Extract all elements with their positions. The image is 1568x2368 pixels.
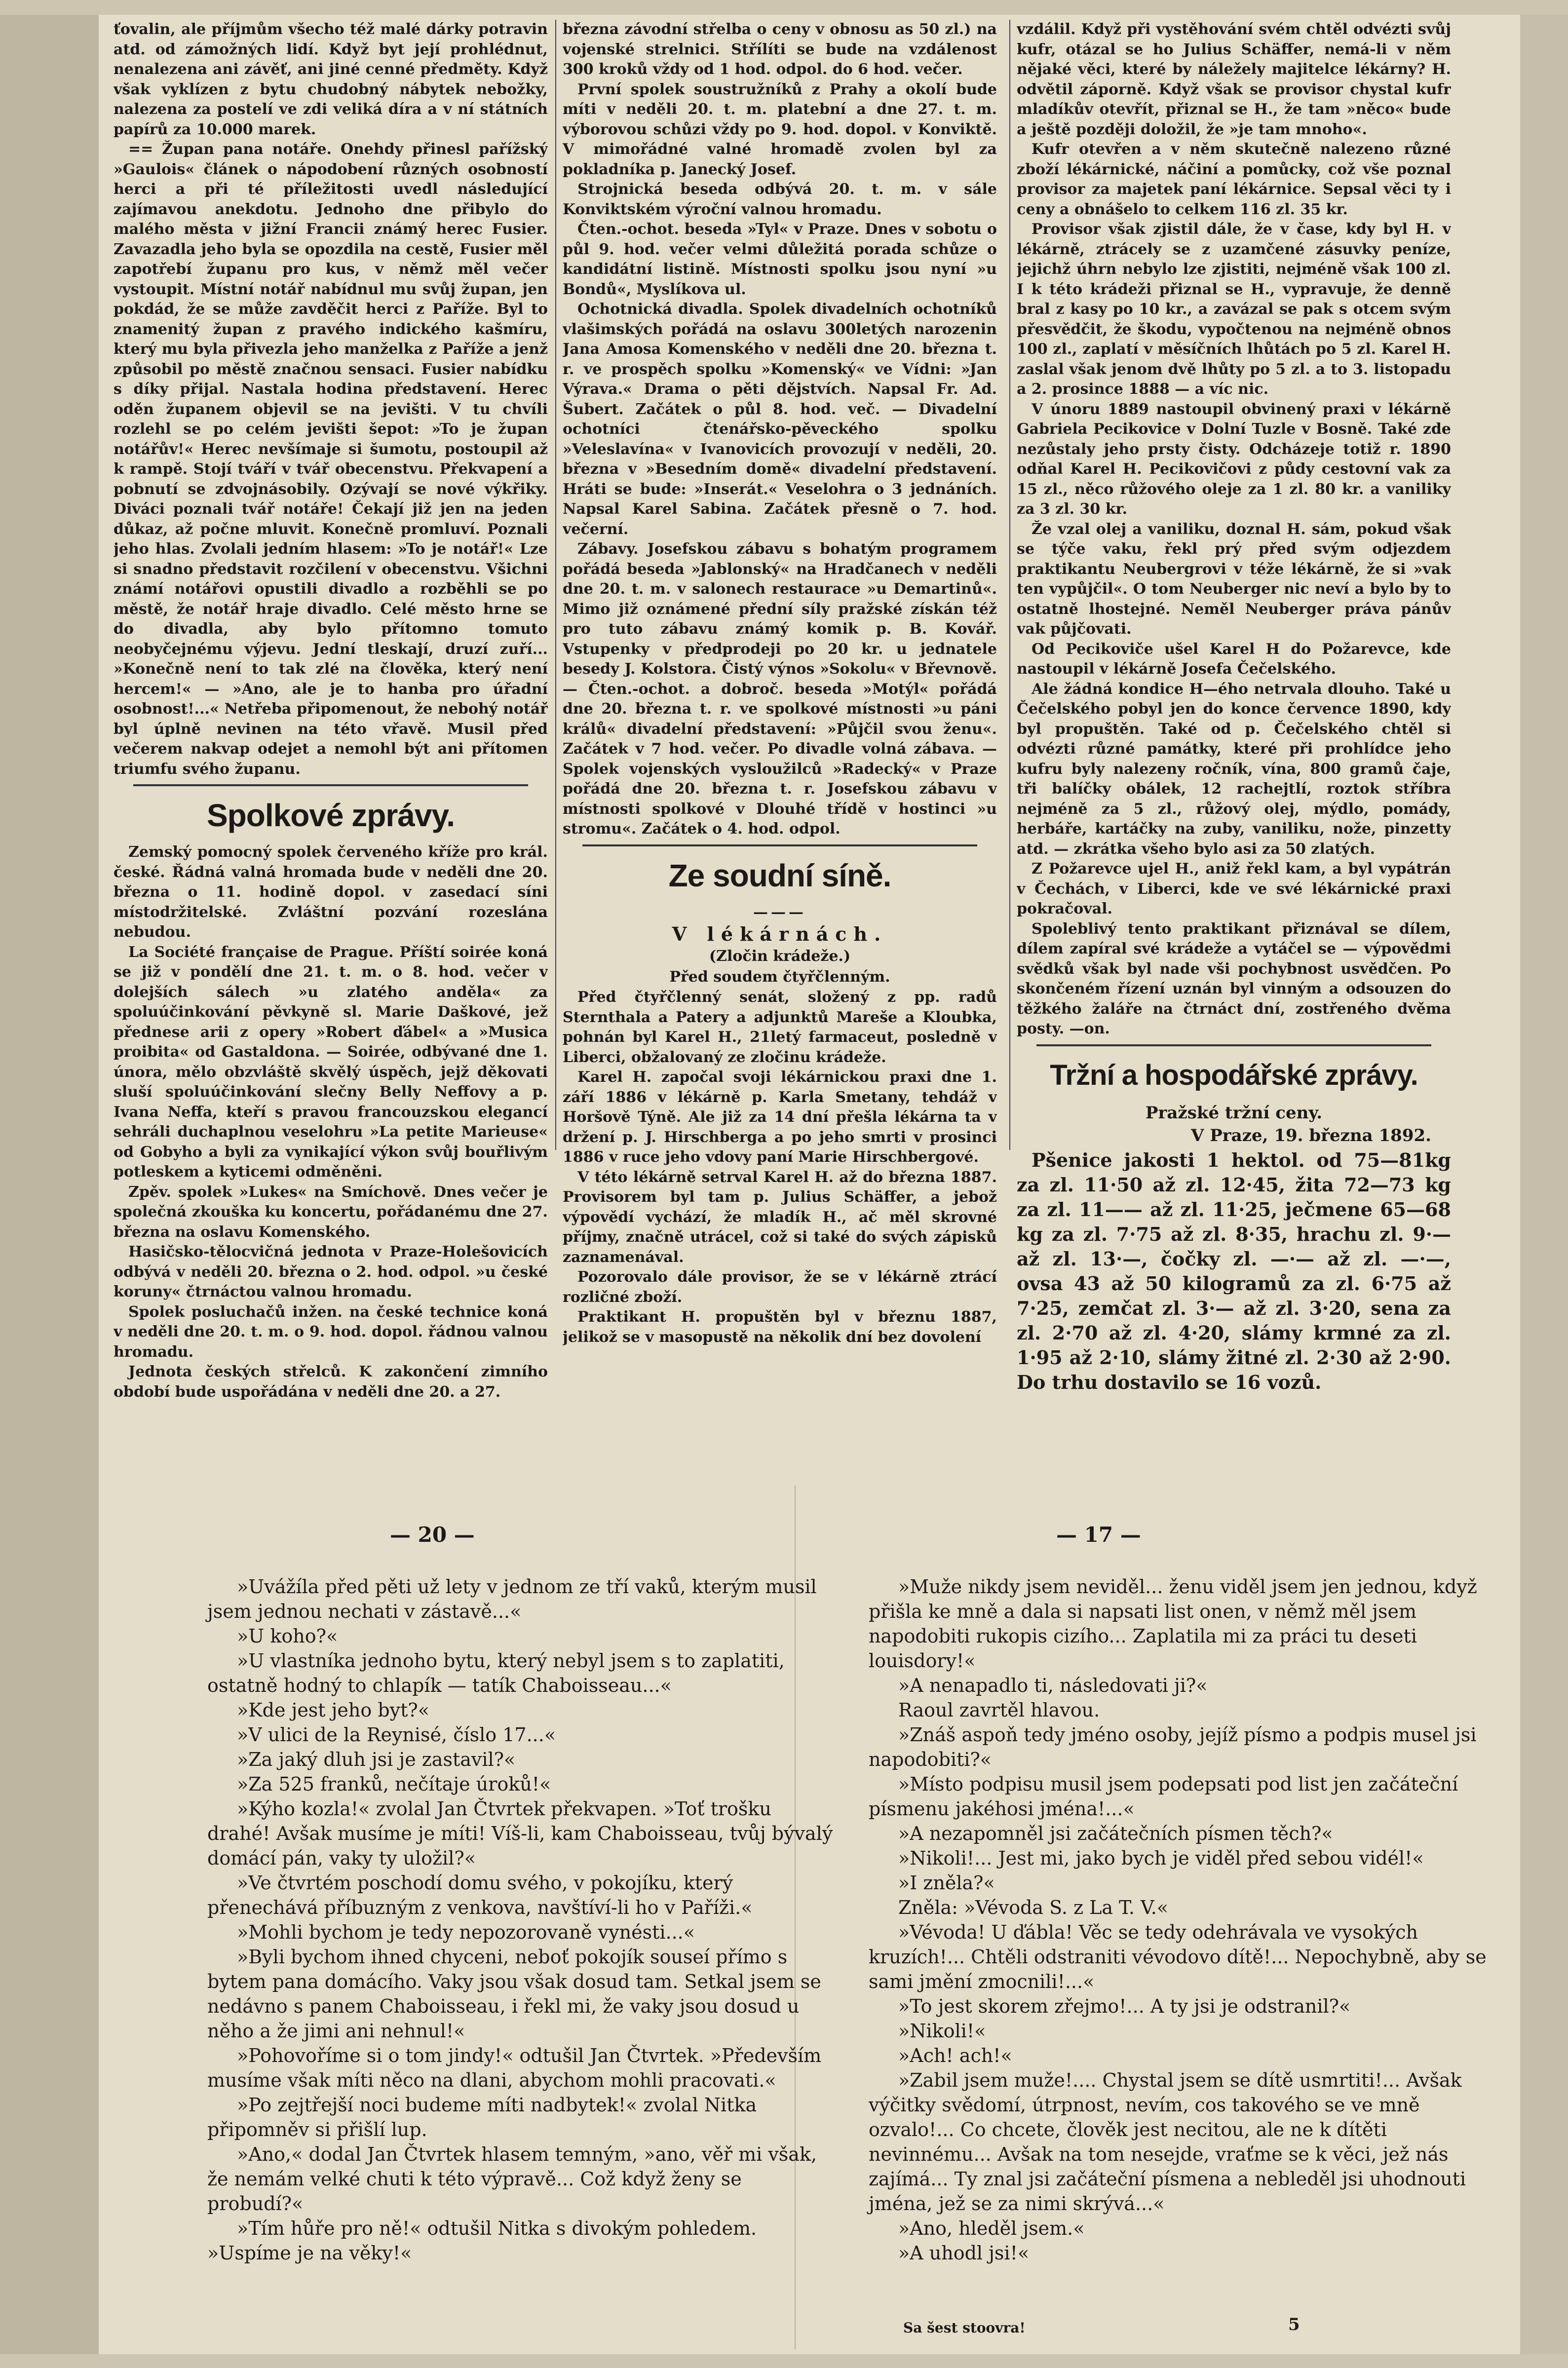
trial-paragraph: Provisor však zjistil dále, že v čase, kdy byl H. v lékárně, ztrácely se z uzamčené zásuvky peníze, jejichž úhrn nebylo lze zjistiti, nejméně však 100 zl. I k této krádeži přiznal se H., vypravuje, že denně bral z kasy po 10 kr., a zavázal se pak s otcem svým přesvědčit, že škodu, vypočtenou na nejméně obnos 100 zl., zaplatí v měsíčních lhůtách po 5 zl. Karel H. zaslal však jenom dvě lhůty po 5 zl. a to 3. listopadu a 2. prosince 1888 — a víc nic. — [1017, 221, 1451, 398]
section-rule — [1036, 1044, 1431, 1046]
book-paragraph: »Muže nikdy jsem neviděl... ženu viděl jsem jen jednou, když přišla ke mně a dala si napsati list onen, v němž měl jsem napodobiti rukopis cizího... Zaplatila mi za práci tu deseti louisdory!« — [869, 1576, 1477, 1672]
section-rule — [133, 784, 528, 786]
news-item: Spolek posluchačů inžen. na české technice koná v neděli dne 20. t. m. o 9. hod. dopol. řádnou valnou hromadu. — [114, 1303, 548, 1361]
market-date: V Praze, 19. března 1892. — [1190, 1125, 1431, 1146]
subheading-trzni-ceny: Pražské tržní ceny. — [1145, 1103, 1323, 1123]
trial-paragraph: Spoleblivý tento praktikant přiznával se dílem, dílem zapíral své krádeže a vytáčel se — výpovědmi svědků však byl nade vši pochybnost usvědčen. Po skončeném řízení uznán byl vinným a odsouzen do těžkého žaláře na čtrnáct dní, zostřeného dvěma posty. —on. — [1017, 920, 1451, 1037]
book-paragraph: »Nikoli!« — [898, 2020, 986, 2042]
book-paragraph: »Znáš aspoň tedy jméno osoby, jejíž písmo a podpis musel jsi napodobiti?« — [869, 1724, 1477, 1770]
left-page-edge — [0, 15, 99, 2354]
subheading-zlocin: (Zločin krádeže.) — [709, 948, 851, 965]
news-item: Čten.-ochot. beseda »Tyl« v Praze. Dnes v sobotu o půl 9. hod. večer velmi důležitá porada schůze o kandidátní listině. Místnosti spolku jsou nyní »u Bondů«, Myslíkova ul. — [563, 221, 997, 298]
book-paragraph: »A nezapomněl jsi začátečních písmen těch?« — [898, 1823, 1333, 1844]
news-item: La Société française de Prague. Příští soirée koná se již v pondělí dne 21. t. m. o 8. hod. večer v dolejších sálech »u zlatého anděla« za spoluúčinkování pěvkyně sl. Marie Daškové, jež přednese arii z opery »Robert ďábel« a »Musica proibita« od Gastaldona. — Soirée, odbývané dne 1. února, mělo obzvláště skvělý úspěch, jejž děkovati sluší spoluúčinkování slečny Belly Neffovy a p. Ivana Neffa, kteří s pravou francouzskou elegancí sehráli duchaplnou veselohru »La petite Marieuse« od Gobyho a byli za vynikající výkon svůj bouřlivým potleskem a kyticemi odměněni. — [114, 943, 548, 1181]
book-paragraph: Raoul zavrtěl hlavou. — [898, 1699, 1100, 1721]
heading-trzni-zpravy: Tržní a hospodářské zprávy. — [1050, 1059, 1418, 1091]
trial-paragraph: Že vzal olej a vaniliku, doznal H. sám, pokud však se týče vaku, řekl prý před svým odjezdem praktikantu Neubergrovi v téže lékárně, že si »vak ten vypůjčil«. O tom Neuberger nic neví a bylo by to ostatně lhostejné. Neměl Neuberger práva pánův vak půjčovati. — [1017, 520, 1451, 638]
book-paragraph: »Za 525 franků, nečítaje úroků!« — [237, 1773, 551, 1795]
book-paragraph: »A nenapadlo ti, následovati ji?« — [898, 1675, 1208, 1696]
trial-paragraph: Kufr otevřen a v něm skutečně nalezeno různé zboží lékárnické, náčiní a pomůcky, což vše poznal provisor za majetek paní lékárnice. Sepsal věci ty i ceny a obnášelo to celkem 116 zl. 35 kr. — [1017, 141, 1451, 218]
article-intro: ťovalin, ale příjmům všecho též malé dárky potravin atd. od zámožných lidí. Když byt její prohlédnut, nenalezena ani závěť, ani jiné cenné předměty. Když však vyklízen z bytu chudobný nábytek nebožky, nalezena za postelí ve zdi veliká díra a v ní státních papírů za 10.000 marek. — [114, 21, 548, 138]
book-paragraph: »Ano, hleděl jsem.« — [898, 2217, 1085, 2239]
book-paragraph: »Po zejtřejší noci budeme míti nadbytek!« zvolal Nitka připomněv si přišlí lup. — [207, 2094, 757, 2140]
page-number-left: — 20 — — [390, 1523, 475, 1547]
book-paragraph: »Vévoda! U ďábla! Věc se tedy odehrávala ve vysokých kruzích!... Chtěli odstraniti vévodovo dítě!... Nepochybně, aby se sami jmění zmocnili!...« — [869, 1921, 1487, 1992]
trial-paragraph: Pozorovalo dále provisor, že se v lékárně ztrácí rozličné zboží. — [563, 1268, 997, 1306]
news-item: Zemský pomocný spolek červeného kříže pro král. české. Řádná valná hromada bude v neděli dne 20. března o 11. hodině dopol. v zasedací síni místodržitelské. Zvláštní pozvání rozeslána nebudou. — [114, 843, 548, 941]
book-paragraph: »Místo podpisu musil jsem podepsati pod list jen začáteční písmenu jakéhosi jména!...« — [869, 1773, 1458, 1820]
trial-paragraph: Karel H. započal svoji lékárnickou praxi dne 1. září 1886 v lékárně p. Karla Smetany, tehdáž v Horšově Týně. Ale již za 14 dní přešla lékárna ta v držení p. J. Hirschberga a po jeho smrti v prosinci 1886 v ruce jeho vdovy paní Marie Hirschbergové. — [563, 1069, 997, 1166]
news-item: Jednota českých střelců. K zakončení zimního období bude uspořádána v neděli dne 20. a 27. — [114, 1363, 548, 1401]
book-page-left — [207, 1574, 834, 2265]
book-paragraph: »Uvážíla před pěti už lety v jednom ze tří vaků, kterým musil jsem jednou nechati v zástavě...« — [207, 1576, 817, 1622]
subheading-v-lekarnach: V lékárnách. — [672, 923, 888, 945]
book-paragraph: Zněla: »Vévoda S. z La T. V.« — [898, 1897, 1169, 1918]
book-paragraph: »Zabil jsem muže!.... Chystal jsem se dítě usmrtiti!... Avšak výčitky svědomí, útrpnost, nevím, cos takového se ve mně ozvalo!... Co chcete, člověk jest necitou, ale ne k dítěti nevinnému... Avšak na tom nesejde, vraťme se k věci, jež nás zajímá... Ty znal jsi začáteční písmena a nebleděl jsi uhodnouti jména, jež se za nimi skrývá...« — [869, 2069, 1466, 2215]
book-paragraph: »A uhodl jsi!« — [898, 2242, 1030, 2264]
book-paragraph: »Nikoli!... Jest mi, jako bych je viděl před sebou vidél!« — [898, 1847, 1424, 1869]
right-page-edge — [1520, 15, 1568, 2354]
book-paragraph: »Ano,« dodal Jan Čtvrtek hlasem temným, »ano, věř mi však, že nemám velké chuti k této výpravě... Což když ženy se probudí?« — [207, 2143, 817, 2215]
book-paragraph: »Za jaký dluh jsi je zastavil?« — [237, 1749, 516, 1770]
page-number-right: — 17 — — [1056, 1523, 1141, 1547]
article-zupan: == Župan pana notáře. Onehdy přinesl pařížský »Gaulois« článek o nápodobení různých osobností herci a při té příležitosti uvedl následující zajímavou anekdotu. Jednoho dne přibylo do malého města v jižní Francii známý herec Fusier. Zavazadla jeho byla se opozdila na cestě, Fusier měl zapotřebí županu pro kus, v němž měl večer vystoupit. Místní notář nabídnul mu svůj župan, jen pokdád, že se může zavděčit herci z Paříže. Byl to znamenitý župan z pravého indického kašmíru, který mu byla přivezla jeho manželka z Paříže a jenž způsobil po městě značnou sensaci. Fusier nabídku s díky přijal. Nastala hodina představení. Herec oděn županem objevil se na jevišti. V tu chvíli rozlehl se po celém jevišti šepot: »To je župan notářův!« Herec nevšímaje si šumotu, postoupil až k rampě. Stojí tváří v tvář obecenstvu. Překvapení a pobnutí se zdvojnásobily. Ozývají se nové výkřiky. Diváci poznali tvář notáře! Čekají již jen na jeden důkaz, až počne mluvit. Konečně promluví. Poznali jeho hlas. Zvolali jedním hlasem: »To je notář!« Lze si snadno představit rozčilení v obecenstvu. Všichni známí notářovi opustili divadlo a rozběhli se po městě, že notář hraje divadlo. Celé město hrne se do divadla, aby bylo přítomno tomuto neobyčejnému výjevu. Jední tleskají, druzí zuří... »Konečně není to tak zlé na člověka, který není hercem!« — »Ano, ale je to hanba pro úřadní osobnost!...« Netřeba připomenout, že nebohý notář byl úplně nevinen na této vřavě. Musil před večerem nakvap odejet a nemohl být ani přítomen triumfu svého županu. — [114, 141, 548, 778]
news-item: Zábavy. Josefskou zábavu s bohatým programem pořádá beseda »Jablonský« na Hradčanech v neděli dne 20. t. m. v salonech restaurace »u Demartinů«. Mimo již oznámené přední síly pražské získán též pro tuto zábavu známý komik p. B. Kovář. Vstupenky v předprodeji po 20 kr. u jednatele besedy J. Kolstora. Čistý výnos »Sokolu« v Břevnově. — Čten.-ochot. a dobroč. beseda »Motýl« pořádá dne 20. března t. r. ve spolkové místnosti »u páni králů« divadelní představení: »Půjčil svou ženu«. Začátek v 7 hod. večer. Po divadle volná zábava. — Spolek vojenských vysloužilců »Radecký« v Praze pořádá dne 20. března t. r. Josefskou zábavu v místnosti spolkové v Dlouhé třídě v hostinci »u stromu«. Začátek o 4. hod. odpol. — [563, 540, 997, 838]
news-item: Ochotnická divadla. Spolek divadelních ochotníků vlašimských pořádá na oslavu 300letých narozenin Jana Amosa Komenského v neděli dne 20. března t. r. ve prospěch spolku »Komenský« ve Vídni: »Jan Výrava.« Drama o pěti dějstvích. Napsal Fr. Ad. Šubert. Začátek o půl 8. hod. več. — Divadelní ochotníci čtenářsko-pěveckého spolku »Veleslavína« v Ivanovicích provozují v neděli, 20. března v »Besedním domě« divadelní představení. Hráti se bude: »Inserát.« Veselohra o 3 jednáních. Napsal Karel Sabina. Začátek přesně o 7. hod. večerní. — [563, 301, 997, 538]
news-item: března závodní střelba o ceny v obnosu as 50 zl.) na vojenské strelnici. Střílíti se bude na vzdálenost 300 kroků vždy od 1 hod. odpol. do 6 hod. večer. — [563, 21, 997, 78]
page-footer-number: 5 — [1288, 2315, 1300, 2334]
book-paragraph: »U koho?« — [237, 1625, 338, 1647]
trial-paragraph: Ale žádná kondice H—ého netrvala dlouho. Také u Čečelského pobyl jen do konce července 1890, kdy byl propuštěn. Také od p. Čečelského chtěl si odvézti různé památky, které při prohlídce jeho kufru byly nalezeny ročník, vína, 800 gramů čaje, tři balíčky obálek, 12 rachejtlí, roztok stříbra nejméně za 5 zl., růžový olej, mýdlo, pomády, herbáře, kartáčky na zuby, vaniliku, nože, pinzetty atd. — zkrátka všeho bylo asi za 50 zlatých. — [1017, 680, 1451, 858]
book-paragraph: »Ach! ach!« — [898, 2045, 1012, 2066]
book-page-right — [869, 1574, 1495, 2265]
news-item: Hasičsko-tělocvičná jednota v Praze-Holešovicích odbývá v neděli 20. března o 2. hod. odpol. »u české koruny« čtrnáctou valnou hromadu. — [114, 1243, 548, 1300]
ornament-dash: ——— — [753, 903, 806, 921]
heading-spolkove-zpravy: Spolkové zprávy. — [206, 798, 455, 833]
section-rule — [582, 844, 977, 846]
page-footer-signature: Sa šest stoovra! — [903, 2320, 1026, 2336]
column-3 — [1017, 20, 1451, 1395]
news-item: První spolek soustružníků z Prahy a okolí bude míti v neděli 20. t. m. platební a dne 27. t. m. výborovou schůzi vždy po 9. hod. dopol. v Konviktě. V mimořádné valné hromadě zvolen byl za pokladníka p. Janecký Josef. — [563, 80, 997, 178]
book-paragraph: »Kde jest jeho byt?« — [237, 1699, 430, 1721]
book-paragraph: »To jest skorem zřejmo!... A ty jsi je odstranil?« — [898, 1995, 1351, 2017]
book-paragraph: »I zněla?« — [898, 1872, 995, 1894]
trial-paragraph: Před čtyřčlenný senát, složený z pp. radů Sternthala a Patery a adjunktů Mareše a Kloubka, pohnán byl Karel H., 21letý farmaceut, posledně v Liberci, obžalovaný ze zločinu krádeže. — [563, 989, 997, 1066]
newspaper-columns — [114, 20, 1466, 1401]
column-rule — [1009, 20, 1010, 1150]
book-paragraph: »Mohli bychom je tedy nepozorovaně vynésti...« — [237, 1921, 695, 1943]
book-paragraph: »Byli bychom ihned chyceni, neboť pokojík souseí přímo s bytem pana domácího. Vaky jsou však dosud tam. Setkal jsem se nedávno s panem Chaboisseau, i řekl mi, že vaky jsou dosud u něho a že jimi ani nehnul!« — [207, 1946, 821, 2042]
book-paragraph: »V ulici de la Reynisé, číslo 17...« — [237, 1724, 556, 1746]
book-paragraph: »Kýho kozla!« zvolal Jan Čtvrtek překvapen. »Toť trošku drahé! Avšak musíme je míti! Víš-li, kam Chaboisseau, tvůj bývalý domácí pán, vaky ty uložil?« — [207, 1798, 833, 1869]
column-rule — [555, 20, 556, 1150]
news-item: Zpěv. spolek »Lukes« na Smíchově. Dnes večer je společná zkouška ku koncertu, pořádanému dne 27. března na oslavu Komenského. — [114, 1183, 548, 1241]
news-item: Strojnická beseda odbývá 20. t. m. v sále Konviktském výroční valnou hromadu. — [563, 181, 997, 218]
trial-paragraph: Od Pecikoviče ušel Karel H do Požarevce, kde nastoupil v lékárně Josefa Čečelského. — [1017, 640, 1451, 678]
book-paragraph: »Ve čtvrtém poschodí domu svého, v pokojíku, který přenechává příbuzným z venkova, navštíví-li ho v Paříži.« — [207, 1872, 753, 1918]
book-paragraph: »Pohovoříme si o tom jindy!« odtušil Jan Čtvrtek. »Především musíme však míti něco na dlani, abychom mohli pracovati.« — [207, 2045, 822, 2091]
trial-paragraph: vzdálil. Když při vystěhování svém chtěl odvézti svůj kufr, otázal se ho Julius Schäffer, nemá-li v něm nějaké věci, které by náležely majitelce lékárny? H. odvětil záporně. Když však se provisor chystal kufr mladíkův otevřít, přiznal se H., že tam »něco« bude a ještě později doložil, že »je tam mnoho«. — [1017, 21, 1451, 138]
market-prices: Pšenice jakosti 1 hektol. od 75—81kg za zl. 11·50 až zl. 12·45, žita 72—73 kg za zl. 11—— až zl. 11·25, ječmene 65—68 kg za zl. 7·75 až zl. 8·35, hrachu zl. 9·— až zl. 13·—, čočky zl. —·— až zl. —·—, ovsa 43 až 50 kilogramů za zl. 6·75 až 7·25, zemčat zl. 3·— až zl. 3·20, sena za zl. 2·70 až zl. 4·20, slámy krmné za zl. 1·95 až 2·10, slámy žitné zl. 2·30 až 2·90. Do trhu dostavilo se 16 vozů. — [1017, 1148, 1451, 1393]
trial-paragraph: V této lékárně setrval Karel H. až do března 1887. Provisorem byl tam p. Julius Schäffer, a jebož výpovědí vychází, že mladík H., ač měl skrovné příjmy, značně utrácel, což si také do svých zápisků zaznamenával. — [563, 1168, 997, 1266]
subheading-soud: Před soudem čtyřčlenným. — [669, 968, 890, 986]
book-paragraph: »U vlastníka jednoho bytu, který nebyl jsem s to zaplatiti, ostatně hodný to chlapík — tatík Chaboisseau...« — [207, 1650, 785, 1696]
book-paragraph: »Tím hůře pro ně!« odtušil Nitka s divokým pohledem. »Uspíme je na věky!« — [207, 2217, 757, 2264]
trial-paragraph: Z Požarevce ujel H., aniž řekl kam, a byl vypátrán v Čechách, v Liberci, kde ve své lékárnické praxi pokračoval. — [1017, 860, 1451, 917]
column-2 — [563, 20, 997, 1347]
heading-ze-soudni-sine: Ze soudní síně. — [668, 857, 891, 893]
column-1 — [114, 20, 548, 1402]
trial-paragraph: Praktikant H. propuštěn byl v březnu 1887, jelikož se v masopustě na několik dní bez dovolení — [563, 1308, 997, 1346]
trial-paragraph: V únoru 1889 nastoupil obvinený praxi v lékárně Gabriela Pecikovice v Dolní Tuzle v Bosně. Také zde nezůstaly jeho prsty čisty. Odcházeje totiž r. 1890 odňal Karel H. Pecikovičovi z půdy cestovní vak za 15 zl., něco růžového oleje za 1 zl. 80 kr. a vaniliky za 3 zl. 30 kr. — [1017, 400, 1451, 518]
